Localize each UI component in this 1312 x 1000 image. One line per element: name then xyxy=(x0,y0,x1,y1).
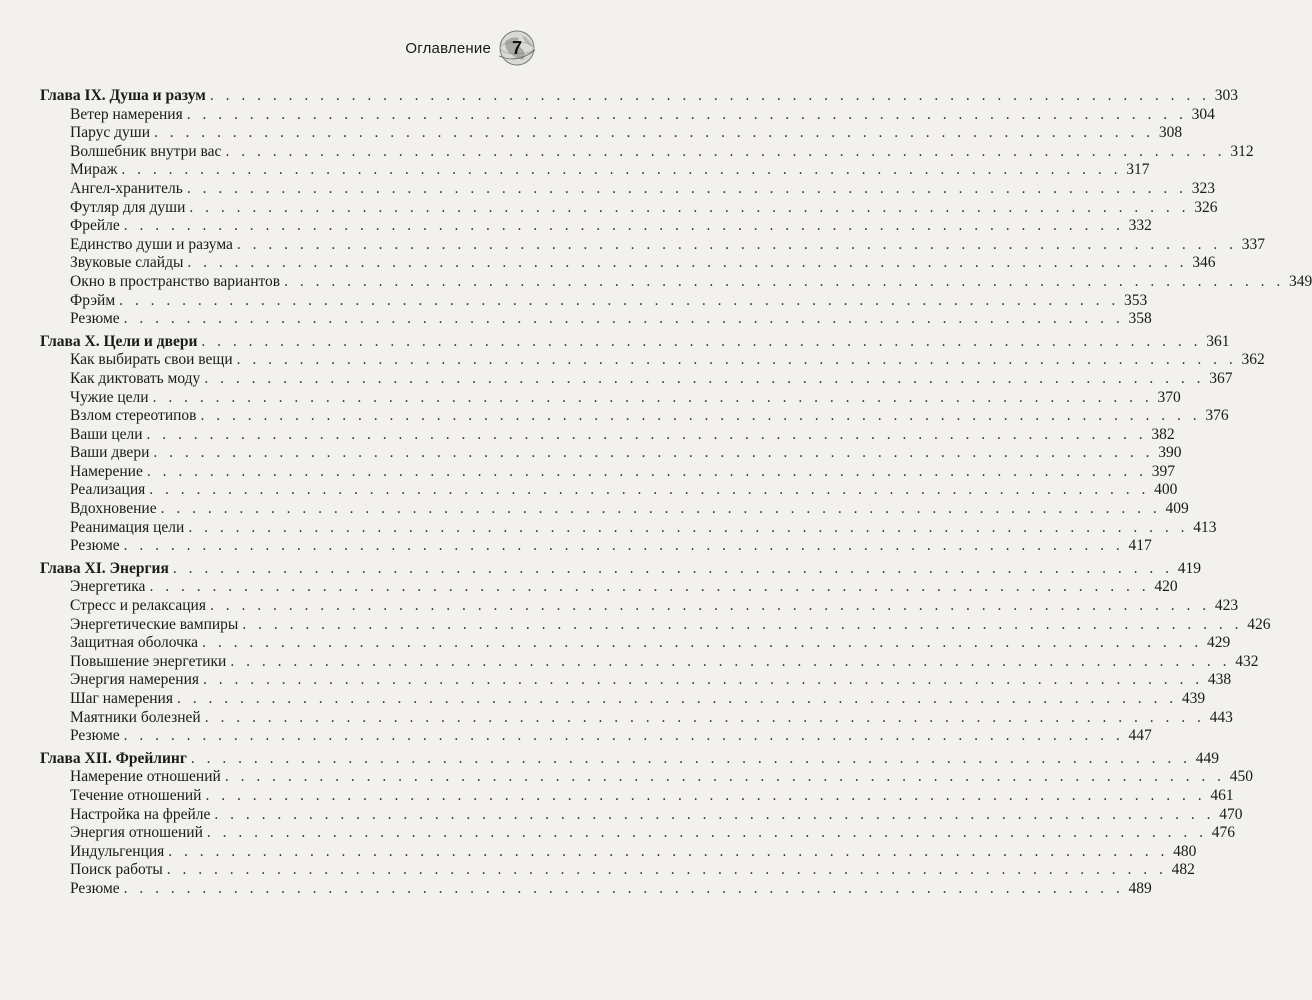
dot-leader: . . . . . . . . . . . . . . . . . . . . . . . . . . . . . . . . . . . . . . . . . . . . . . . . . . . . . . . . . . . . . . . . xyxy=(224,768,1225,786)
page-number-ref: 370 xyxy=(1157,388,1181,406)
section-title: Фрэйм xyxy=(70,291,116,309)
chapter-block xyxy=(40,332,1265,556)
section-title: Вдохновение xyxy=(70,500,157,518)
section-title: Резюме xyxy=(70,879,120,897)
dot-leader: . . . . . . . . . . . . . . . . . . . . . . . . . . . . . . . . . . . . . . . . . . . . . . . . . . . . . . . . . . . . . . . . xyxy=(121,161,1122,179)
section-title: Маятники болезней xyxy=(70,708,201,726)
section-row xyxy=(40,105,1215,125)
dot-leader: . . . . . . . . . . . . . . . . . . . . . . . . . . . . . . . . . . . . . . . . . . . . . . . . . . . . . . . . . . . . . . . . xyxy=(146,462,1147,480)
section-title: Ветер намерения xyxy=(70,105,183,123)
chapter-block xyxy=(40,559,1271,746)
section-title: Резюме xyxy=(70,537,120,555)
section-title: Фрейле xyxy=(70,217,120,235)
dot-leader: . . . . . . . . . . . . . . . . . . . . . . . . . . . . . . . . . . . . . . . . . . . . . . . . . . . . . . . . . . . . . . . . xyxy=(152,388,1153,406)
page-number-ref: 482 xyxy=(1171,861,1195,879)
section-title: Повышение энергетики xyxy=(70,652,227,670)
dot-leader: . . . . . . . . . . . . . . . . . . . . . . . . . . . . . . . . . . . . . . . . . . . . . . . . . . . . . . . . . . . . . . . . xyxy=(187,254,1188,272)
section-row xyxy=(40,805,1243,825)
chapter-title: Глава XI. Энергия xyxy=(40,559,169,577)
page-number-ref: 337 xyxy=(1241,235,1266,253)
page-number-ref: 450 xyxy=(1229,768,1253,786)
section-row xyxy=(40,652,1259,672)
section-row xyxy=(40,124,1183,143)
section-title: Волшебник внутри вас xyxy=(70,142,222,160)
chapter-row xyxy=(40,749,1220,769)
section-row xyxy=(40,879,1152,899)
page-number-ref: 397 xyxy=(1151,462,1175,480)
section-title: Защитная оболочка xyxy=(70,634,199,652)
section-title: Окно в пространство вариантов xyxy=(70,272,281,290)
dot-leader: . . . . . . . . . . . . . . . . . . . . . . . . . . . . . . . . . . . . . . . . . . . . . . . . . . . . . . . . . . . . . . . . xyxy=(236,351,1237,369)
section-title: Ваши двери xyxy=(70,444,150,462)
section-row xyxy=(40,351,1265,370)
section-title: Взлом стереотипов xyxy=(70,407,197,425)
section-row xyxy=(40,500,1189,519)
page-number-ref: 390 xyxy=(1158,444,1182,462)
section-row xyxy=(40,462,1175,482)
dot-leader: . . . . . . . . . . . . . . . . . . . . . . . . . . . . . . . . . . . . . . . . . . . . . . . . . . . . . . . . . . . . . . . . xyxy=(204,369,1205,387)
section-row xyxy=(40,708,1233,728)
page-number-ref: 443 xyxy=(1209,708,1233,726)
section-row xyxy=(40,161,1150,180)
section-row xyxy=(40,518,1217,538)
section-row xyxy=(40,407,1229,426)
section-row xyxy=(40,369,1233,389)
dot-leader: . . . . . . . . . . . . . . . . . . . . . . . . . . . . . . . . . . . . . . . . . . . . . . . . . . . . . . . . . . . . . . . . xyxy=(123,879,1124,897)
page-number-ref: 323 xyxy=(1191,179,1215,197)
dot-leader: . . . . . . . . . . . . . . . . . . . . . . . . . . . . . . . . . . . . . . . . . . . . . . . . . . . . . . . . . . . . . . . . xyxy=(190,749,1192,767)
dot-leader: . . . . . . . . . . . . . . . . . . . . . . . . . . . . . . . . . . . . . . . . . . . . . . . . . . . . . . . . . . . . . . . . xyxy=(284,272,1285,290)
dot-leader: . . . . . . . . . . . . . . . . . . . . . . . . . . . . . . . . . . . . . . . . . . . . . . . . . . . . . . . . . . . . . . . . xyxy=(200,407,1201,425)
dot-leader: . . . . . . . . . . . . . . . . . . . . . . . . . . . . . . . . . . . . . . . . . . . . . . . . . . . . . . . . . . . . . . . . xyxy=(242,615,1243,633)
section-title: Шаг намерения xyxy=(70,690,173,707)
dot-leader: . . . . . . . . . . . . . . . . . . . . . . . . . . . . . . . . . . . . . . . . . . . . . . . . . . . . . . . . . . . . . . . . xyxy=(209,597,1211,615)
dot-leader: . . . . . . . . . . . . . . . . . . . . . . . . . . . . . . . . . . . . . . . . . . . . . . . . . . . . . . . . . . . . . . . . xyxy=(153,444,1154,462)
running-title: Оглавление xyxy=(405,39,491,57)
page-number-ref: 349 xyxy=(1289,272,1312,290)
page-number-ref: 332 xyxy=(1128,217,1152,235)
page-number-ref: 353 xyxy=(1124,291,1148,309)
dot-leader: . . . . . . . . . . . . . . . . . . . . . . . . . . . . . . . . . . . . . . . . . . . . . . . . . . . . . . . . . . . . . . . . xyxy=(168,842,1169,860)
section-row xyxy=(40,786,1234,806)
page-number-ref: 461 xyxy=(1210,786,1234,804)
page-number-ref: 304 xyxy=(1191,105,1215,123)
section-row xyxy=(40,142,1254,162)
page-number-ref: 303 xyxy=(1214,87,1238,104)
dot-leader: . . . . . . . . . . . . . . . . . . . . . . . . . . . . . . . . . . . . . . . . . . . . . . . . . . . . . . . . . . . . . . . . xyxy=(209,87,1210,104)
section-title: Резюме xyxy=(70,727,120,745)
section-title: Единство души и разума xyxy=(70,235,233,253)
page-number-ref: 470 xyxy=(1219,805,1243,823)
section-title: Реализация xyxy=(70,481,146,499)
page-number-ref: 382 xyxy=(1151,425,1175,443)
dot-leader: . . . . . . . . . . . . . . . . . . . . . . . . . . . . . . . . . . . . . . . . . . . . . . . . . . . . . . . . . . . . . . . . xyxy=(123,217,1124,235)
page-number-ref: 376 xyxy=(1205,407,1229,425)
page-number-ref: 308 xyxy=(1158,124,1183,142)
dot-leader: . . . . . . . . . . . . . . . . . . . . . . . . . . . . . . . . . . . . . . . . . . . . . . . . . . . . . . . . . . . . . . . . xyxy=(201,332,1202,350)
page-number-ref: 326 xyxy=(1194,198,1218,216)
page-number-ref: 438 xyxy=(1207,671,1232,689)
dot-leader: . . . . . . . . . . . . . . . . . . . . . . . . . . . . . . . . . . . . . . . . . . . . . . . . . . . . . . . . . . . . . . . . xyxy=(166,861,1167,879)
chapter-row xyxy=(40,87,1238,106)
page-number-ref: 420 xyxy=(1154,578,1178,596)
chapter-row xyxy=(40,332,1230,352)
section-title: Индульгенция xyxy=(70,842,165,860)
dot-leader: . . . . . . . . . . . . . . . . . . . . . . . . . . . . . . . . . . . . . . . . . . . . . . . . . . . . . . . . . . . . . . . . xyxy=(172,559,1173,577)
section-row xyxy=(40,537,1152,556)
dot-leader: . . . . . . . . . . . . . . . . . . . . . . . . . . . . . . . . . . . . . . . . . . . . . . . . . . . . . . . . . . . . . . . . xyxy=(230,652,1231,670)
chapter-block xyxy=(40,749,1253,899)
section-row xyxy=(40,824,1236,843)
dot-leader: . . . . . . . . . . . . . . . . . . . . . . . . . . . . . . . . . . . . . . . . . . . . . . . . . . . . . . . . . . . . . . . . xyxy=(205,786,1206,804)
dot-leader: . . . . . . . . . . . . . . . . . . . . . . . . . . . . . . . . . . . . . . . . . . . . . . . . . . . . . . . . . . . . . . . . xyxy=(189,198,1190,216)
section-title: Звуковые слайды xyxy=(70,254,184,272)
section-title: Намерение отношений xyxy=(70,768,221,786)
section-title: Ангел-хранитель xyxy=(70,179,183,197)
dot-leader: . . . . . . . . . . . . . . . . . . . . . . . . . . . . . . . . . . . . . . . . . . . . . . . . . . . . . . . . . . . . . . . . xyxy=(214,805,1215,823)
dot-leader: . . . . . . . . . . . . . . . . . . . . . . . . . . . . . . . . . . . . . . . . . . . . . . . . . . . . . . . . . . . . . . . . xyxy=(146,425,1147,443)
section-title: Как выбирать свои вещи xyxy=(70,351,233,369)
page-number-ref: 358 xyxy=(1128,310,1152,328)
page-number-ref: 362 xyxy=(1241,351,1265,369)
section-row xyxy=(40,444,1182,463)
page-number-badge xyxy=(497,28,537,68)
page-number: 7 xyxy=(511,37,522,58)
section-title: Намерение xyxy=(70,462,143,480)
page-number-ref: 346 xyxy=(1192,254,1216,272)
section-title: Энергетические вампиры xyxy=(70,615,239,633)
chapter-title: Глава XII. Фрейлинг xyxy=(40,749,187,767)
dot-leader: . . . . . . . . . . . . . . . . . . . . . . . . . . . . . . . . . . . . . . . . . . . . . . . . . . . . . . . . . . . . . . . . xyxy=(149,578,1150,596)
chapter-title: Глава X. Цели и двери xyxy=(40,332,198,350)
section-row xyxy=(40,254,1216,273)
section-title: Футляр для души xyxy=(70,198,186,216)
dot-leader: . . . . . . . . . . . . . . . . . . . . . . . . . . . . . . . . . . . . . . . . . . . . . . . . . . . . . . . . . . . . . . . . xyxy=(202,634,1203,652)
section-row xyxy=(40,235,1266,255)
section-title: Энергия отношений xyxy=(70,824,203,842)
section-row xyxy=(40,727,1152,746)
dot-leader: . . . . . . . . . . . . . . . . . . . . . . . . . . . . . . . . . . . . . . . . . . . . . . . . . . . . . . . . . . . . . . . . xyxy=(236,235,1238,253)
page-number-ref: 447 xyxy=(1128,727,1152,745)
dot-leader: . . . . . . . . . . . . . . . . . . . . . . . . . . . . . . . . . . . . . . . . . . . . . . . . . . . . . . . . . . . . . . . . xyxy=(204,708,1205,726)
table-of-contents xyxy=(40,87,1312,903)
section-title: Настройка на фрейле xyxy=(70,805,211,823)
section-row xyxy=(40,634,1231,653)
dot-leader: . . . . . . . . . . . . . . . . . . . . . . . . . . . . . . . . . . . . . . . . . . . . . . . . . . . . . . . . . . . . . . . . xyxy=(123,537,1124,555)
page-number-ref: 400 xyxy=(1154,481,1178,499)
page-number-ref: 429 xyxy=(1206,634,1231,652)
dot-leader: . . . . . . . . . . . . . . . . . . . . . . . . . . . . . . . . . . . . . . . . . . . . . . . . . . . . . . . . . . . . . . . . xyxy=(123,310,1124,328)
dot-leader: . . . . . . . . . . . . . . . . . . . . . . . . . . . . . . . . . . . . . . . . . . . . . . . . . . . . . . . . . . . . . . . . xyxy=(119,291,1120,309)
page-number-ref: 476 xyxy=(1211,824,1236,842)
dot-leader: . . . . . . . . . . . . . . . . . . . . . . . . . . . . . . . . . . . . . . . . . . . . . . . . . . . . . . . . . . . . . . . . xyxy=(149,481,1150,499)
page-number-ref: 317 xyxy=(1126,161,1150,179)
section-row xyxy=(40,198,1218,218)
section-title: Парус души xyxy=(70,124,150,142)
dot-leader: . . . . . . . . . . . . . . . . . . . . . . . . . . . . . . . . . . . . . . . . . . . . . . . . . . . . . . . . . . . . . . . . xyxy=(154,124,1155,142)
dot-leader: . . . . . . . . . . . . . . . . . . . . . . . . . . . . . . . . . . . . . . . . . . . . . . . . . . . . . . . . . . . . . . . . xyxy=(123,727,1124,745)
page-number-ref: 413 xyxy=(1193,518,1217,536)
page-number-ref: 409 xyxy=(1165,500,1189,518)
section-title: Энергия намерения xyxy=(70,671,200,689)
page-number-ref: 312 xyxy=(1230,142,1254,160)
dot-leader: . . . . . . . . . . . . . . . . . . . . . . . . . . . . . . . . . . . . . . . . . . . . . . . . . . . . . . . . . . . . . . . . xyxy=(203,671,1204,689)
section-title: Резюме xyxy=(70,310,120,328)
section-title: Реанимация цели xyxy=(70,518,185,536)
section-title: Мираж xyxy=(70,161,118,179)
page-number-ref: 426 xyxy=(1247,615,1271,633)
dot-leader: . . . . . . . . . . . . . . . . . . . . . . . . . . . . . . . . . . . . . . . . . . . . . . . . . . . . . . . . . . . . . . . . xyxy=(188,518,1189,536)
chapter-block xyxy=(40,87,1312,329)
section-row xyxy=(40,481,1178,500)
page-number-ref: 417 xyxy=(1128,537,1152,555)
section-row xyxy=(40,425,1175,445)
dot-leader: . . . . . . . . . . . . . . . . . . . . . . . . . . . . . . . . . . . . . . . . . . . . . . . . . . . . . . . . . . . . . . . . xyxy=(186,105,1187,123)
page-number-ref: 489 xyxy=(1128,879,1152,897)
section-row xyxy=(40,217,1152,236)
section-row xyxy=(40,768,1253,787)
dot-leader: . . . . . . . . . . . . . . . . . . . . . . . . . . . . . . . . . . . . . . . . . . . . . . . . . . . . . . . . . . . . . . . . xyxy=(225,142,1226,160)
section-title: Поиск работы xyxy=(70,861,163,879)
section-row xyxy=(40,690,1206,709)
section-title: Ваши цели xyxy=(70,425,143,443)
section-row xyxy=(40,272,1312,292)
section-title: Стресс и релаксация xyxy=(70,597,206,615)
page-header xyxy=(405,28,537,68)
page-number-ref: 432 xyxy=(1235,652,1259,670)
page-number-ref: 480 xyxy=(1173,842,1197,860)
page-number-ref: 439 xyxy=(1181,690,1206,707)
section-title: Энергетика xyxy=(70,578,146,596)
section-row xyxy=(40,597,1239,616)
page-number-ref: 361 xyxy=(1206,332,1230,350)
section-row xyxy=(40,842,1197,862)
section-row xyxy=(40,671,1232,690)
chapter-title: Глава IX. Душа и разум xyxy=(40,87,206,104)
section-title: Чужие цели xyxy=(70,388,149,406)
dot-leader: . . . . . . . . . . . . . . . . . . . . . . . . . . . . . . . . . . . . . . . . . . . . . . . . . . . . . . . . . . . . . . . . xyxy=(206,824,1208,842)
section-title: Течение отношений xyxy=(70,786,202,804)
section-row xyxy=(40,291,1148,311)
section-row xyxy=(40,179,1215,199)
section-title: Как диктовать моду xyxy=(70,369,201,387)
section-row xyxy=(40,310,1152,329)
page-number-ref: 419 xyxy=(1177,559,1201,577)
page-number-ref: 423 xyxy=(1214,597,1239,615)
dot-leader: . . . . . . . . . . . . . . . . . . . . . . . . . . . . . . . . . . . . . . . . . . . . . . . . . . . . . . . . . . . . . . . . xyxy=(186,179,1187,197)
section-row xyxy=(40,388,1181,408)
dot-leader: . . . . . . . . . . . . . . . . . . . . . . . . . . . . . . . . . . . . . . . . . . . . . . . . . . . . . . . . . . . . . . . . xyxy=(176,690,1178,707)
page-number-ref: 367 xyxy=(1209,369,1233,387)
section-row xyxy=(40,578,1178,597)
section-row xyxy=(40,615,1271,635)
section-row xyxy=(40,861,1195,880)
page-number-ref: 449 xyxy=(1195,749,1220,767)
chapter-row xyxy=(40,559,1201,579)
dot-leader: . . . . . . . . . . . . . . . . . . . . . . . . . . . . . . . . . . . . . . . . . . . . . . . . . . . . . . . . . . . . . . . . xyxy=(160,500,1161,518)
